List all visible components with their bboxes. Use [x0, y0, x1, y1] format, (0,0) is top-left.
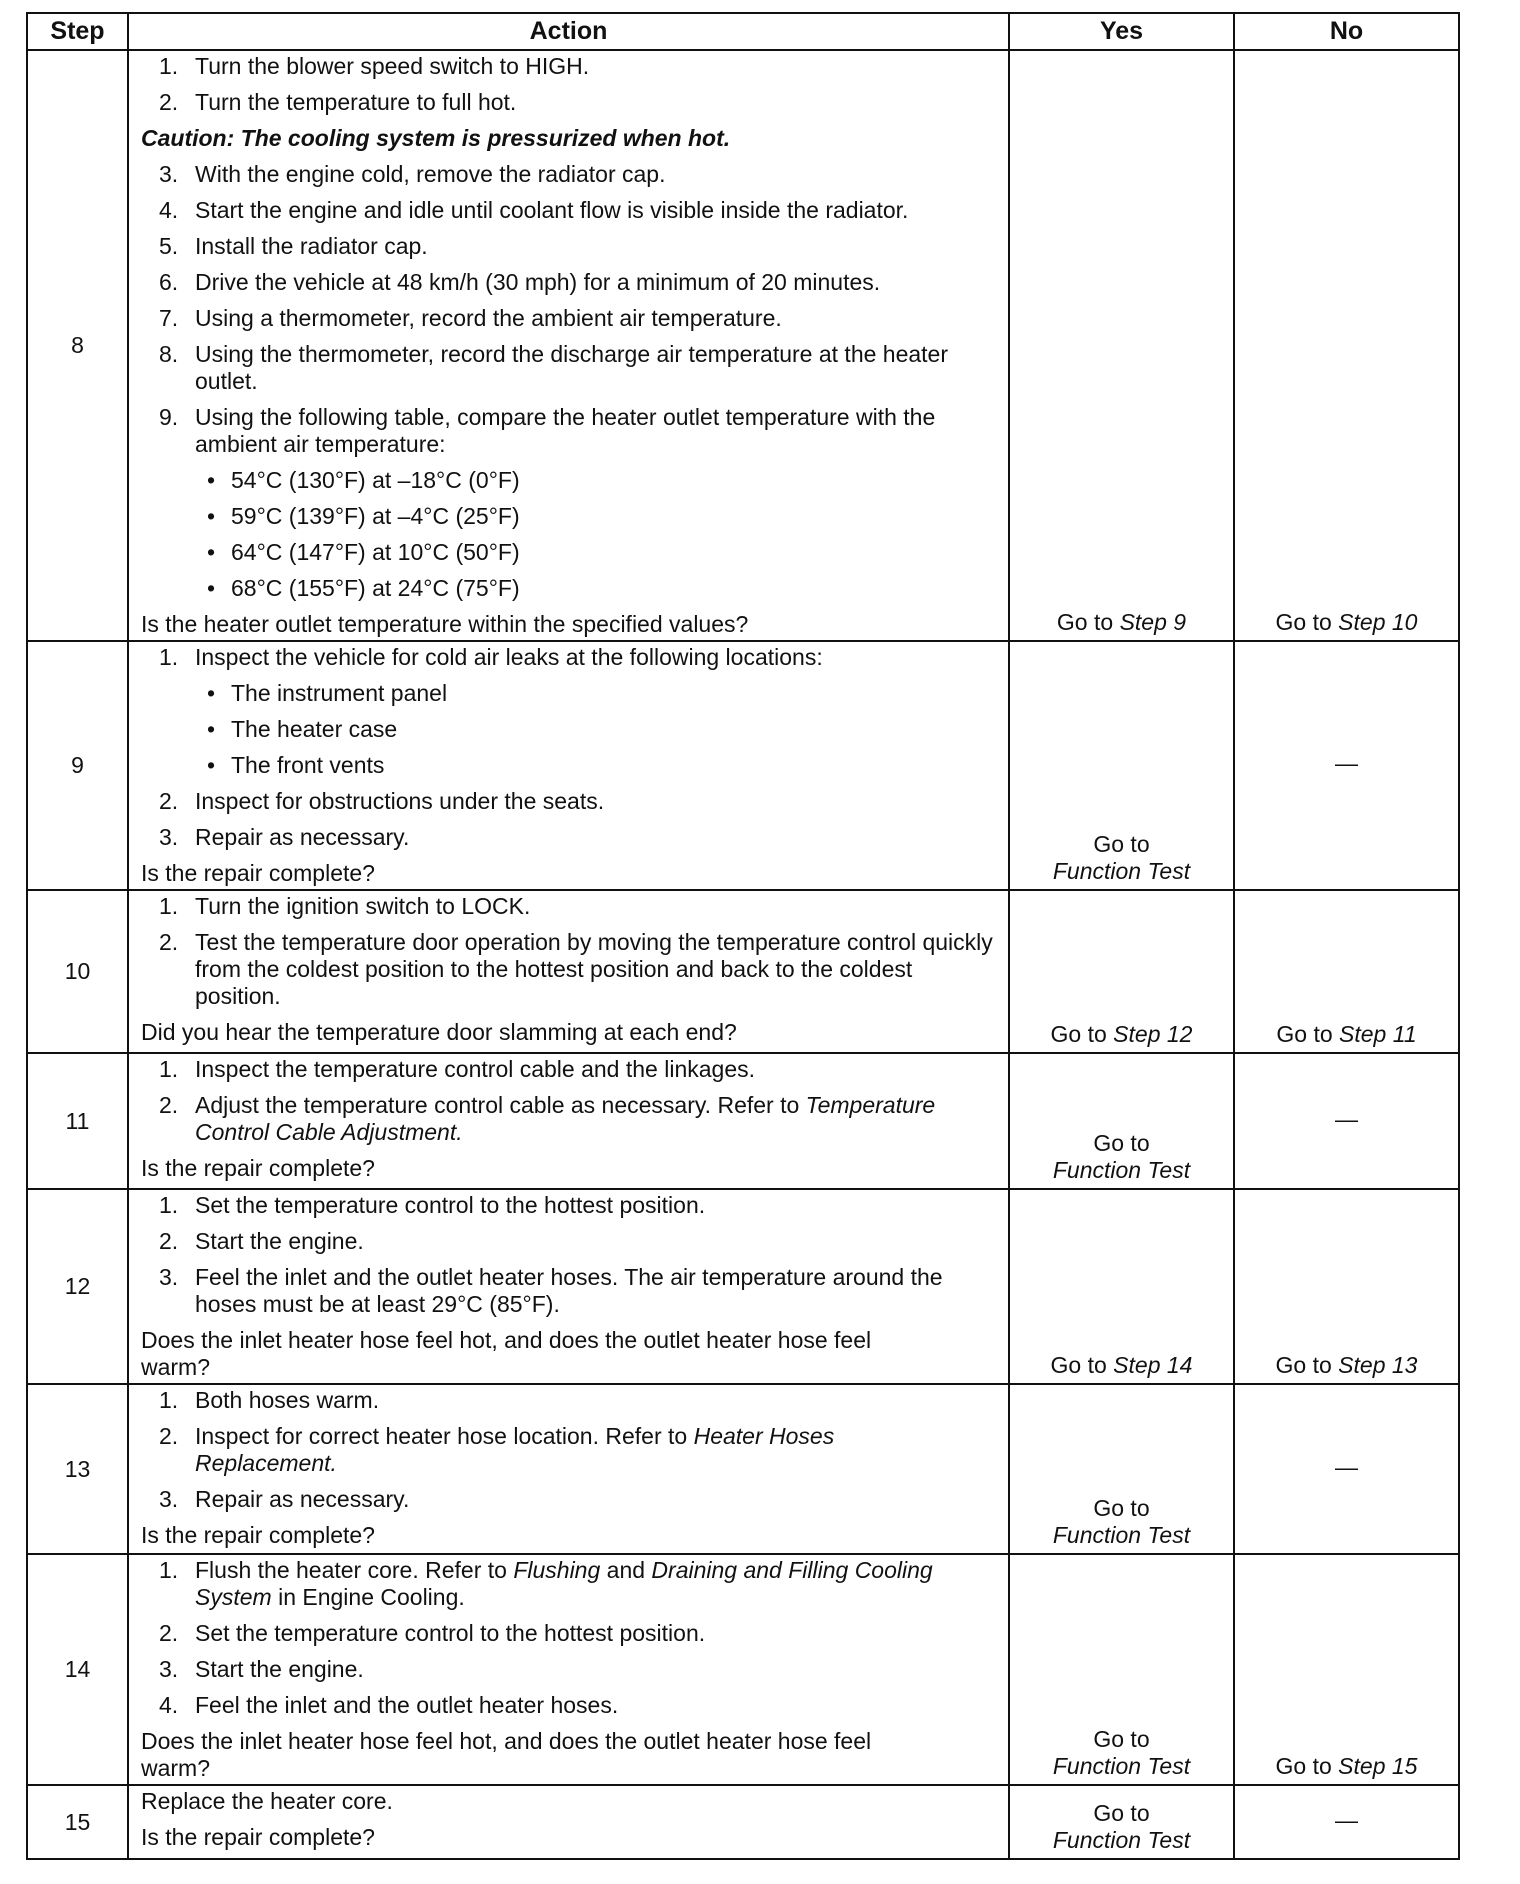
list-item: 2. Set the temperature control to the hottest position. — [159, 1620, 706, 1646]
list-item: 7. Using a thermometer, record the ambient air temperature. — [159, 305, 782, 331]
step-number: 8 — [27, 50, 128, 641]
list-item: 2. Start the engine. — [159, 1228, 364, 1254]
step-number: 9 — [27, 641, 128, 890]
question-text: Did you hear the temperature door slamming at each end? — [141, 1019, 737, 1045]
dash: — — [1335, 750, 1358, 776]
list-item: 3. Feel the inlet and the outlet heater hoses. The air temperature around the hoses must be at least 29°C (85°F). — [159, 1264, 943, 1317]
list-item: 2. Turn the temperature to full hot. — [159, 89, 517, 115]
action-cell — [128, 50, 1009, 641]
bullet-item: • The heater case — [207, 716, 398, 742]
list-item: 2. Test the temperature door operation by moving the temperature control quickly from the coldest position to the hottest position and back to the coldest position. — [159, 929, 993, 1009]
step-number: 13 — [27, 1384, 128, 1554]
bullet-item: • 64°C (147°F) at 10°C (50°F) — [207, 539, 520, 565]
action-text: Replace the heater core. — [141, 1788, 393, 1814]
yes-cell: Go to Step 12 — [1009, 890, 1234, 1053]
step-number: 14 — [27, 1554, 128, 1785]
table-row — [27, 1554, 1459, 1785]
header-no: No — [1234, 13, 1459, 50]
header-action: Action — [128, 13, 1009, 50]
table-row — [27, 1189, 1459, 1384]
list-item: 1. Both hoses warm. — [159, 1387, 380, 1413]
list-item: 1. Turn the ignition switch to LOCK. — [159, 893, 531, 919]
question-text: Is the repair complete? — [141, 860, 375, 886]
question-text: Is the repair complete? — [141, 1522, 375, 1548]
table-row — [27, 1384, 1459, 1554]
step-number: 15 — [27, 1785, 128, 1859]
list-item: 4. Feel the inlet and the outlet heater hoses. — [159, 1692, 619, 1718]
list-item: 3. Repair as necessary. — [159, 824, 410, 850]
list-item: 5. Install the radiator cap. — [159, 233, 428, 259]
yes-cell: Go to Function Test — [1009, 1053, 1234, 1189]
table-row — [27, 50, 1459, 641]
list-item: 4. Start the engine and idle until coolant flow is visible inside the radiator. — [159, 197, 909, 223]
header-row — [27, 13, 1459, 50]
question-text: Is the repair complete? — [141, 1824, 375, 1850]
bullet-item: • 54°C (130°F) at –18°C (0°F) — [207, 467, 520, 493]
no-cell — [1234, 1053, 1459, 1189]
list-item: 3. Start the engine. — [159, 1656, 364, 1682]
list-item: 6. Drive the vehicle at 48 km/h (30 mph) for a minimum of 20 minutes. — [159, 269, 881, 295]
bullet-item: • The front vents — [207, 752, 385, 778]
step-number: 11 — [27, 1053, 128, 1189]
action-cell — [128, 1554, 1009, 1785]
table-row — [27, 1785, 1459, 1859]
table-row — [27, 890, 1459, 1053]
header-step: Step — [27, 13, 128, 50]
table-row — [27, 641, 1459, 890]
list-item: 1. Turn the blower speed switch to HIGH. — [159, 53, 590, 79]
bullet-item: • 68°C (155°F) at 24°C (75°F) — [207, 575, 520, 601]
no-cell — [1234, 641, 1459, 890]
step-number: 12 — [27, 1189, 128, 1384]
list-item: 3. Repair as necessary. — [159, 1486, 410, 1512]
list-item: 1. Inspect the temperature control cable and the linkages. — [159, 1056, 756, 1082]
list-item: 9. Using the following table, compare the heater outlet temperature with the ambient air temperature: — [159, 404, 936, 457]
dash: — — [1335, 1105, 1358, 1132]
no-cell: Go to Step 10 — [1234, 50, 1459, 641]
dash: — — [1335, 1806, 1358, 1833]
list-item: 1. Inspect the vehicle for cold air leaks at the following locations: — [159, 644, 823, 670]
no-cell: Go to Step 15 — [1234, 1554, 1459, 1785]
list-item: 3. With the engine cold, remove the radiator cap. — [159, 161, 666, 187]
diagnostic-table — [26, 12, 1460, 1860]
no-cell: Go to Step 13 — [1234, 1189, 1459, 1384]
step-number: 10 — [27, 890, 128, 1053]
question-text: Is the repair complete? — [141, 1155, 375, 1181]
dash: — — [1335, 1453, 1358, 1480]
yes-cell: Go to Function Test — [1009, 1384, 1234, 1554]
list-item: 8. Using the thermometer, record the discharge air temperature at the heater outlet. — [159, 341, 949, 394]
list-item: 1. Set the temperature control to the hottest position. — [159, 1192, 706, 1218]
bullet-item: • The instrument panel — [207, 680, 448, 706]
yes-cell: Go to Step 14 — [1009, 1189, 1234, 1384]
table-row — [27, 1053, 1459, 1189]
question-text: Does the inlet heater hose feel hot, and does the outlet heater hose feel warm? — [141, 1327, 872, 1380]
question-text: Does the inlet heater hose feel hot, and does the outlet heater hose feel warm? — [141, 1728, 872, 1781]
bullet-item: • 59°C (139°F) at –4°C (25°F) — [207, 503, 520, 529]
action-cell — [128, 1053, 1009, 1189]
action-cell — [128, 1384, 1009, 1554]
yes-cell: Go to Step 9 — [1009, 50, 1234, 641]
action-cell — [128, 1785, 1009, 1859]
action-cell — [128, 641, 1009, 890]
list-item: 1. Flush the heater core. Refer to Flushing and Draining and Filling Cooling System in Engine Cooling. — [159, 1557, 933, 1610]
question-text: Is the heater outlet temperature within the specified values? — [141, 611, 749, 637]
list-item: 2. Inspect for obstructions under the seats. — [159, 788, 605, 814]
no-cell — [1234, 1785, 1459, 1859]
list-item: 2. Inspect for correct heater hose location. Refer to Heater Hoses Replacement. — [159, 1423, 835, 1476]
no-cell: Go to Step 11 — [1234, 890, 1459, 1053]
action-cell — [128, 890, 1009, 1053]
yes-cell: Go to Function Test — [1009, 641, 1234, 890]
yes-cell: Go to Function Test — [1009, 1785, 1234, 1859]
action-cell — [128, 1189, 1009, 1384]
caution-note: Caution: The cooling system is pressurized when hot. — [141, 125, 731, 151]
header-yes: Yes — [1009, 13, 1234, 50]
yes-cell: Go to Function Test — [1009, 1554, 1234, 1785]
list-item: 2. Adjust the temperature control cable as necessary. Refer to Temperature Control Cable Adjustment. — [159, 1092, 936, 1145]
no-cell — [1234, 1384, 1459, 1554]
